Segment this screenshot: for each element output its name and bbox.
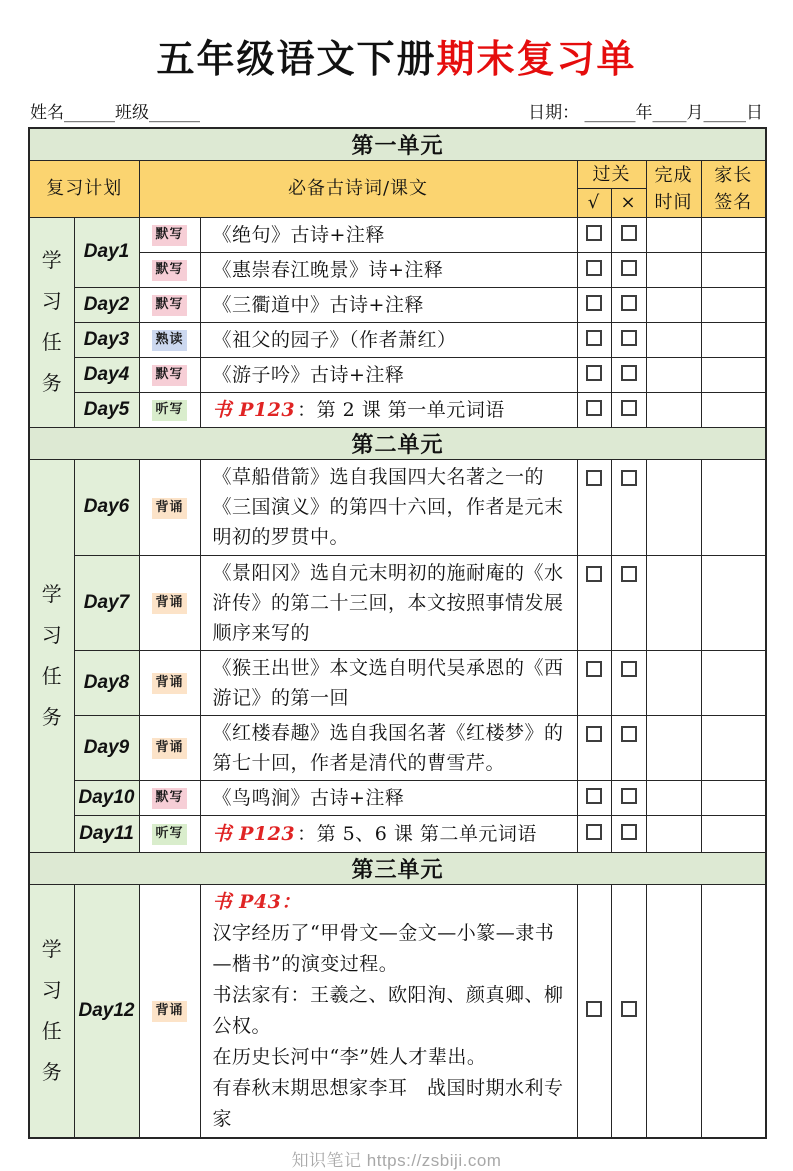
pass-yes-cell xyxy=(577,459,611,555)
tag-cell xyxy=(139,715,200,780)
name-class-blanks: 姓名______班级______ xyxy=(30,102,200,123)
header-parent-signature-line2: 签名 xyxy=(714,191,753,213)
checkbox-fail[interactable] xyxy=(621,470,637,486)
parent-sign-cell xyxy=(701,357,766,392)
tag-cell xyxy=(139,555,200,650)
parent-sign-cell xyxy=(701,252,766,287)
pass-no-cell xyxy=(611,884,646,1138)
book-page-ref: 书 P123 xyxy=(212,398,296,421)
content-cell xyxy=(200,459,577,555)
pass-yes-cell xyxy=(577,357,611,392)
book-page-ref: 书 P43： xyxy=(212,890,301,913)
table-row xyxy=(29,459,766,555)
pass-yes-cell xyxy=(577,392,611,427)
tag-cell xyxy=(139,322,200,357)
content-text: 有春秋末期思想家李耳 战国时期水利专家 xyxy=(212,1076,564,1130)
pass-yes-cell xyxy=(577,555,611,650)
header-completion-time-line1: 完成 xyxy=(654,164,693,186)
checkbox-fail[interactable] xyxy=(621,330,637,346)
content-text: 《游子吟》古诗+注释 xyxy=(212,363,405,386)
task-label-cell xyxy=(29,884,74,1138)
content-text: 《红楼春趣》选自我国名著《红楼梦》的第七十回，作者是清代的曹雪芹。 xyxy=(212,721,564,774)
task-label: 学习任务 xyxy=(41,936,62,1084)
checkbox-fail[interactable] xyxy=(621,566,637,582)
header-completion-time-line2: 时间 xyxy=(654,191,693,213)
parent-sign-cell xyxy=(701,322,766,357)
parent-sign-cell xyxy=(701,217,766,252)
tag-cell xyxy=(139,287,200,322)
completion-time-cell xyxy=(646,884,701,1138)
pass-yes-cell xyxy=(577,715,611,780)
pass-no-cell xyxy=(611,287,646,322)
header-check-yes: √ xyxy=(577,188,611,217)
parent-sign-cell xyxy=(701,884,766,1138)
content-cell xyxy=(200,217,577,252)
task-type-tag: 默写 xyxy=(152,260,186,281)
checkbox-fail[interactable] xyxy=(621,661,637,677)
pass-yes-cell xyxy=(577,884,611,1138)
tag-cell xyxy=(139,357,200,392)
content-text: 《三衢道中》古诗+注释 xyxy=(212,293,424,316)
day-cell: Day10 xyxy=(74,780,139,815)
section-unit-3 xyxy=(29,852,766,1138)
table-row xyxy=(29,650,766,715)
section-unit-1 xyxy=(29,128,766,428)
pass-yes-cell xyxy=(577,322,611,357)
pass-yes-cell xyxy=(577,287,611,322)
checkbox-pass[interactable] xyxy=(586,788,602,804)
tag-cell xyxy=(139,884,200,1138)
title-black-part: 五年级语文下册 xyxy=(156,36,437,81)
completion-time-cell xyxy=(646,555,701,650)
completion-time-cell xyxy=(646,357,701,392)
tag-cell xyxy=(139,392,200,427)
pass-no-cell xyxy=(611,715,646,780)
pass-yes-cell xyxy=(577,650,611,715)
pass-no-cell xyxy=(611,252,646,287)
checkbox-fail[interactable] xyxy=(621,1001,637,1017)
task-type-tag: 默写 xyxy=(152,225,186,246)
checkbox-pass[interactable] xyxy=(586,726,602,742)
day-cell: Day9 xyxy=(74,715,139,780)
day-cell: Day3 xyxy=(74,322,139,357)
day-cell: Day11 xyxy=(74,815,139,852)
checkbox-fail[interactable] xyxy=(621,400,637,416)
header-check-no: × xyxy=(611,188,646,217)
section-header-unit3: 第三单元 xyxy=(29,852,766,884)
completion-time-cell xyxy=(646,322,701,357)
info-line xyxy=(30,98,763,123)
content-cell xyxy=(200,357,577,392)
pass-yes-cell xyxy=(577,252,611,287)
tag-cell xyxy=(139,217,200,252)
content-text: 《绝句》古诗+注释 xyxy=(212,223,385,246)
table-row xyxy=(29,217,766,252)
checkbox-pass[interactable] xyxy=(586,1001,602,1017)
table-row xyxy=(29,884,766,1138)
content-text: 在历史长河中“李”姓人才辈出。 xyxy=(212,1045,487,1068)
table-row xyxy=(29,322,766,357)
completion-time-cell xyxy=(646,287,701,322)
content-cell xyxy=(200,715,577,780)
task-type-tag: 默写 xyxy=(152,365,186,386)
checkbox-pass[interactable] xyxy=(586,661,602,677)
content-text: 汉字经历了“甲骨文—金文—小篆—隶书—楷书”的演变过程。 xyxy=(212,921,555,975)
task-type-tag: 背诵 xyxy=(152,673,186,694)
completion-time-cell xyxy=(646,459,701,555)
date-blanks: 日期： ______年____月_____日 xyxy=(528,102,763,123)
title-red-part: 期末复习单 xyxy=(436,36,637,81)
task-label: 学习任务 xyxy=(41,248,62,396)
pass-yes-cell xyxy=(577,780,611,815)
section-header-unit1: 第一单元 xyxy=(29,128,766,161)
parent-sign-cell xyxy=(701,815,766,852)
pass-no-cell xyxy=(611,459,646,555)
parent-sign-cell xyxy=(701,715,766,780)
task-type-tag: 背诵 xyxy=(152,1001,186,1022)
content-line xyxy=(213,1073,569,1135)
content-text: ：第 2 课 第一单元词语 xyxy=(297,398,505,421)
completion-time-cell xyxy=(646,815,701,852)
day-cell: Day7 xyxy=(74,555,139,650)
checkbox-fail[interactable] xyxy=(621,260,637,276)
book-page-ref: 书 P123 xyxy=(212,822,296,845)
checkbox-pass[interactable] xyxy=(586,365,602,381)
pass-no-cell xyxy=(611,392,646,427)
content-text: 《惠崇春江晚景》诗+注释 xyxy=(212,258,444,281)
task-type-tag: 熟读 xyxy=(152,330,186,351)
content-cell xyxy=(200,287,577,322)
content-cell xyxy=(200,815,577,852)
day-cell: Day4 xyxy=(74,357,139,392)
header-pass: 过关 xyxy=(577,160,646,188)
pass-no-cell xyxy=(611,780,646,815)
section-unit-2 xyxy=(29,427,766,852)
completion-time-cell xyxy=(646,217,701,252)
content-text: 《草船借箭》选自我国四大名著之一的《三国演义》的第四十六回，作者是元末明初的罗贯中。 xyxy=(212,465,564,548)
checkbox-pass[interactable] xyxy=(586,400,602,416)
content-text: 《鸟鸣涧》古诗+注释 xyxy=(212,786,405,809)
content-cell xyxy=(200,555,577,650)
checkbox-fail[interactable] xyxy=(621,788,637,804)
task-type-tag: 背诵 xyxy=(152,498,186,519)
task-type-tag: 听写 xyxy=(152,400,186,421)
pass-yes-cell xyxy=(577,815,611,852)
parent-sign-cell xyxy=(701,555,766,650)
tag-cell xyxy=(139,815,200,852)
content-line xyxy=(213,887,569,918)
section-header-unit2: 第二单元 xyxy=(29,427,766,459)
site-watermark: 知识笔记 https://zsbiji.com xyxy=(291,1150,502,1170)
task-type-tag: 背诵 xyxy=(152,593,186,614)
completion-time-cell xyxy=(646,392,701,427)
review-table xyxy=(28,127,767,1139)
page-title xyxy=(28,36,765,82)
table-row xyxy=(29,357,766,392)
content-cell xyxy=(200,780,577,815)
completion-time-cell xyxy=(646,650,701,715)
checkbox-pass[interactable] xyxy=(586,260,602,276)
checkbox-fail[interactable] xyxy=(621,365,637,381)
completion-time-cell xyxy=(646,252,701,287)
pass-yes-cell xyxy=(577,217,611,252)
day-cell: Day5 xyxy=(74,392,139,427)
parent-sign-cell xyxy=(701,650,766,715)
checkbox-pass[interactable] xyxy=(586,225,602,241)
parent-sign-cell xyxy=(701,459,766,555)
header-completion-time xyxy=(646,160,701,217)
tag-cell xyxy=(139,780,200,815)
table-row xyxy=(29,815,766,852)
parent-sign-cell xyxy=(701,392,766,427)
table-row xyxy=(29,392,766,427)
header-required-texts: 必备古诗词/课文 xyxy=(139,160,577,217)
tag-cell xyxy=(139,650,200,715)
checkbox-fail[interactable] xyxy=(621,225,637,241)
checkbox-fail[interactable] xyxy=(621,824,637,840)
content-line xyxy=(213,980,569,1042)
content-line xyxy=(213,1042,569,1073)
pass-no-cell xyxy=(611,650,646,715)
task-type-tag: 背诵 xyxy=(152,738,186,759)
pass-no-cell xyxy=(611,322,646,357)
tag-cell xyxy=(139,459,200,555)
checkbox-fail[interactable] xyxy=(621,295,637,311)
header-parent-signature-line1: 家长 xyxy=(714,164,753,186)
parent-sign-cell xyxy=(701,780,766,815)
task-label-cell xyxy=(29,459,74,852)
checkbox-pass[interactable] xyxy=(586,295,602,311)
header-parent-signature xyxy=(701,160,766,217)
completion-time-cell xyxy=(646,780,701,815)
content-cell xyxy=(200,322,577,357)
pass-no-cell xyxy=(611,217,646,252)
day-cell: Day8 xyxy=(74,650,139,715)
pass-no-cell xyxy=(611,357,646,392)
pass-no-cell xyxy=(611,815,646,852)
day-cell: Day6 xyxy=(74,459,139,555)
table-row xyxy=(29,287,766,322)
task-type-tag: 默写 xyxy=(152,295,186,316)
task-type-tag: 默写 xyxy=(152,788,186,809)
header-review-plan: 复习计划 xyxy=(29,160,139,217)
content-cell xyxy=(200,884,577,1138)
day-cell: Day12 xyxy=(74,884,139,1138)
task-label-cell xyxy=(29,217,74,427)
day-cell: Day2 xyxy=(74,287,139,322)
checkbox-pass[interactable] xyxy=(586,566,602,582)
task-label: 学习任务 xyxy=(41,581,62,729)
pass-no-cell xyxy=(611,555,646,650)
content-cell xyxy=(200,392,577,427)
table-row xyxy=(29,252,766,287)
content-line xyxy=(213,918,569,980)
completion-time-cell xyxy=(646,715,701,780)
checkbox-pass[interactable] xyxy=(586,470,602,486)
checkbox-pass[interactable] xyxy=(586,330,602,346)
parent-sign-cell xyxy=(701,287,766,322)
content-cell xyxy=(200,650,577,715)
table-row xyxy=(29,715,766,780)
content-text: 《猴王出世》本文选自明代吴承恩的《西游记》的第一回 xyxy=(212,656,564,709)
content-text: 《景阳冈》选自元末明初的施耐庵的《水浒传》的第二十三回，本文按照事情发展顺序来写的 xyxy=(212,561,564,644)
content-cell xyxy=(200,252,577,287)
checkbox-fail[interactable] xyxy=(621,726,637,742)
content-text: ：第 5、6 课 第二单元词语 xyxy=(297,822,537,845)
day-cell: Day1 xyxy=(74,217,139,287)
tag-cell xyxy=(139,252,200,287)
table-row xyxy=(29,780,766,815)
checkbox-pass[interactable] xyxy=(586,824,602,840)
content-text: 《祖父的园子》（作者萧红） xyxy=(212,328,457,351)
task-type-tag: 听写 xyxy=(152,824,186,845)
content-text: 书法家有：王羲之、欧阳洵、颜真卿、柳公权。 xyxy=(212,983,564,1037)
table-row xyxy=(29,555,766,650)
